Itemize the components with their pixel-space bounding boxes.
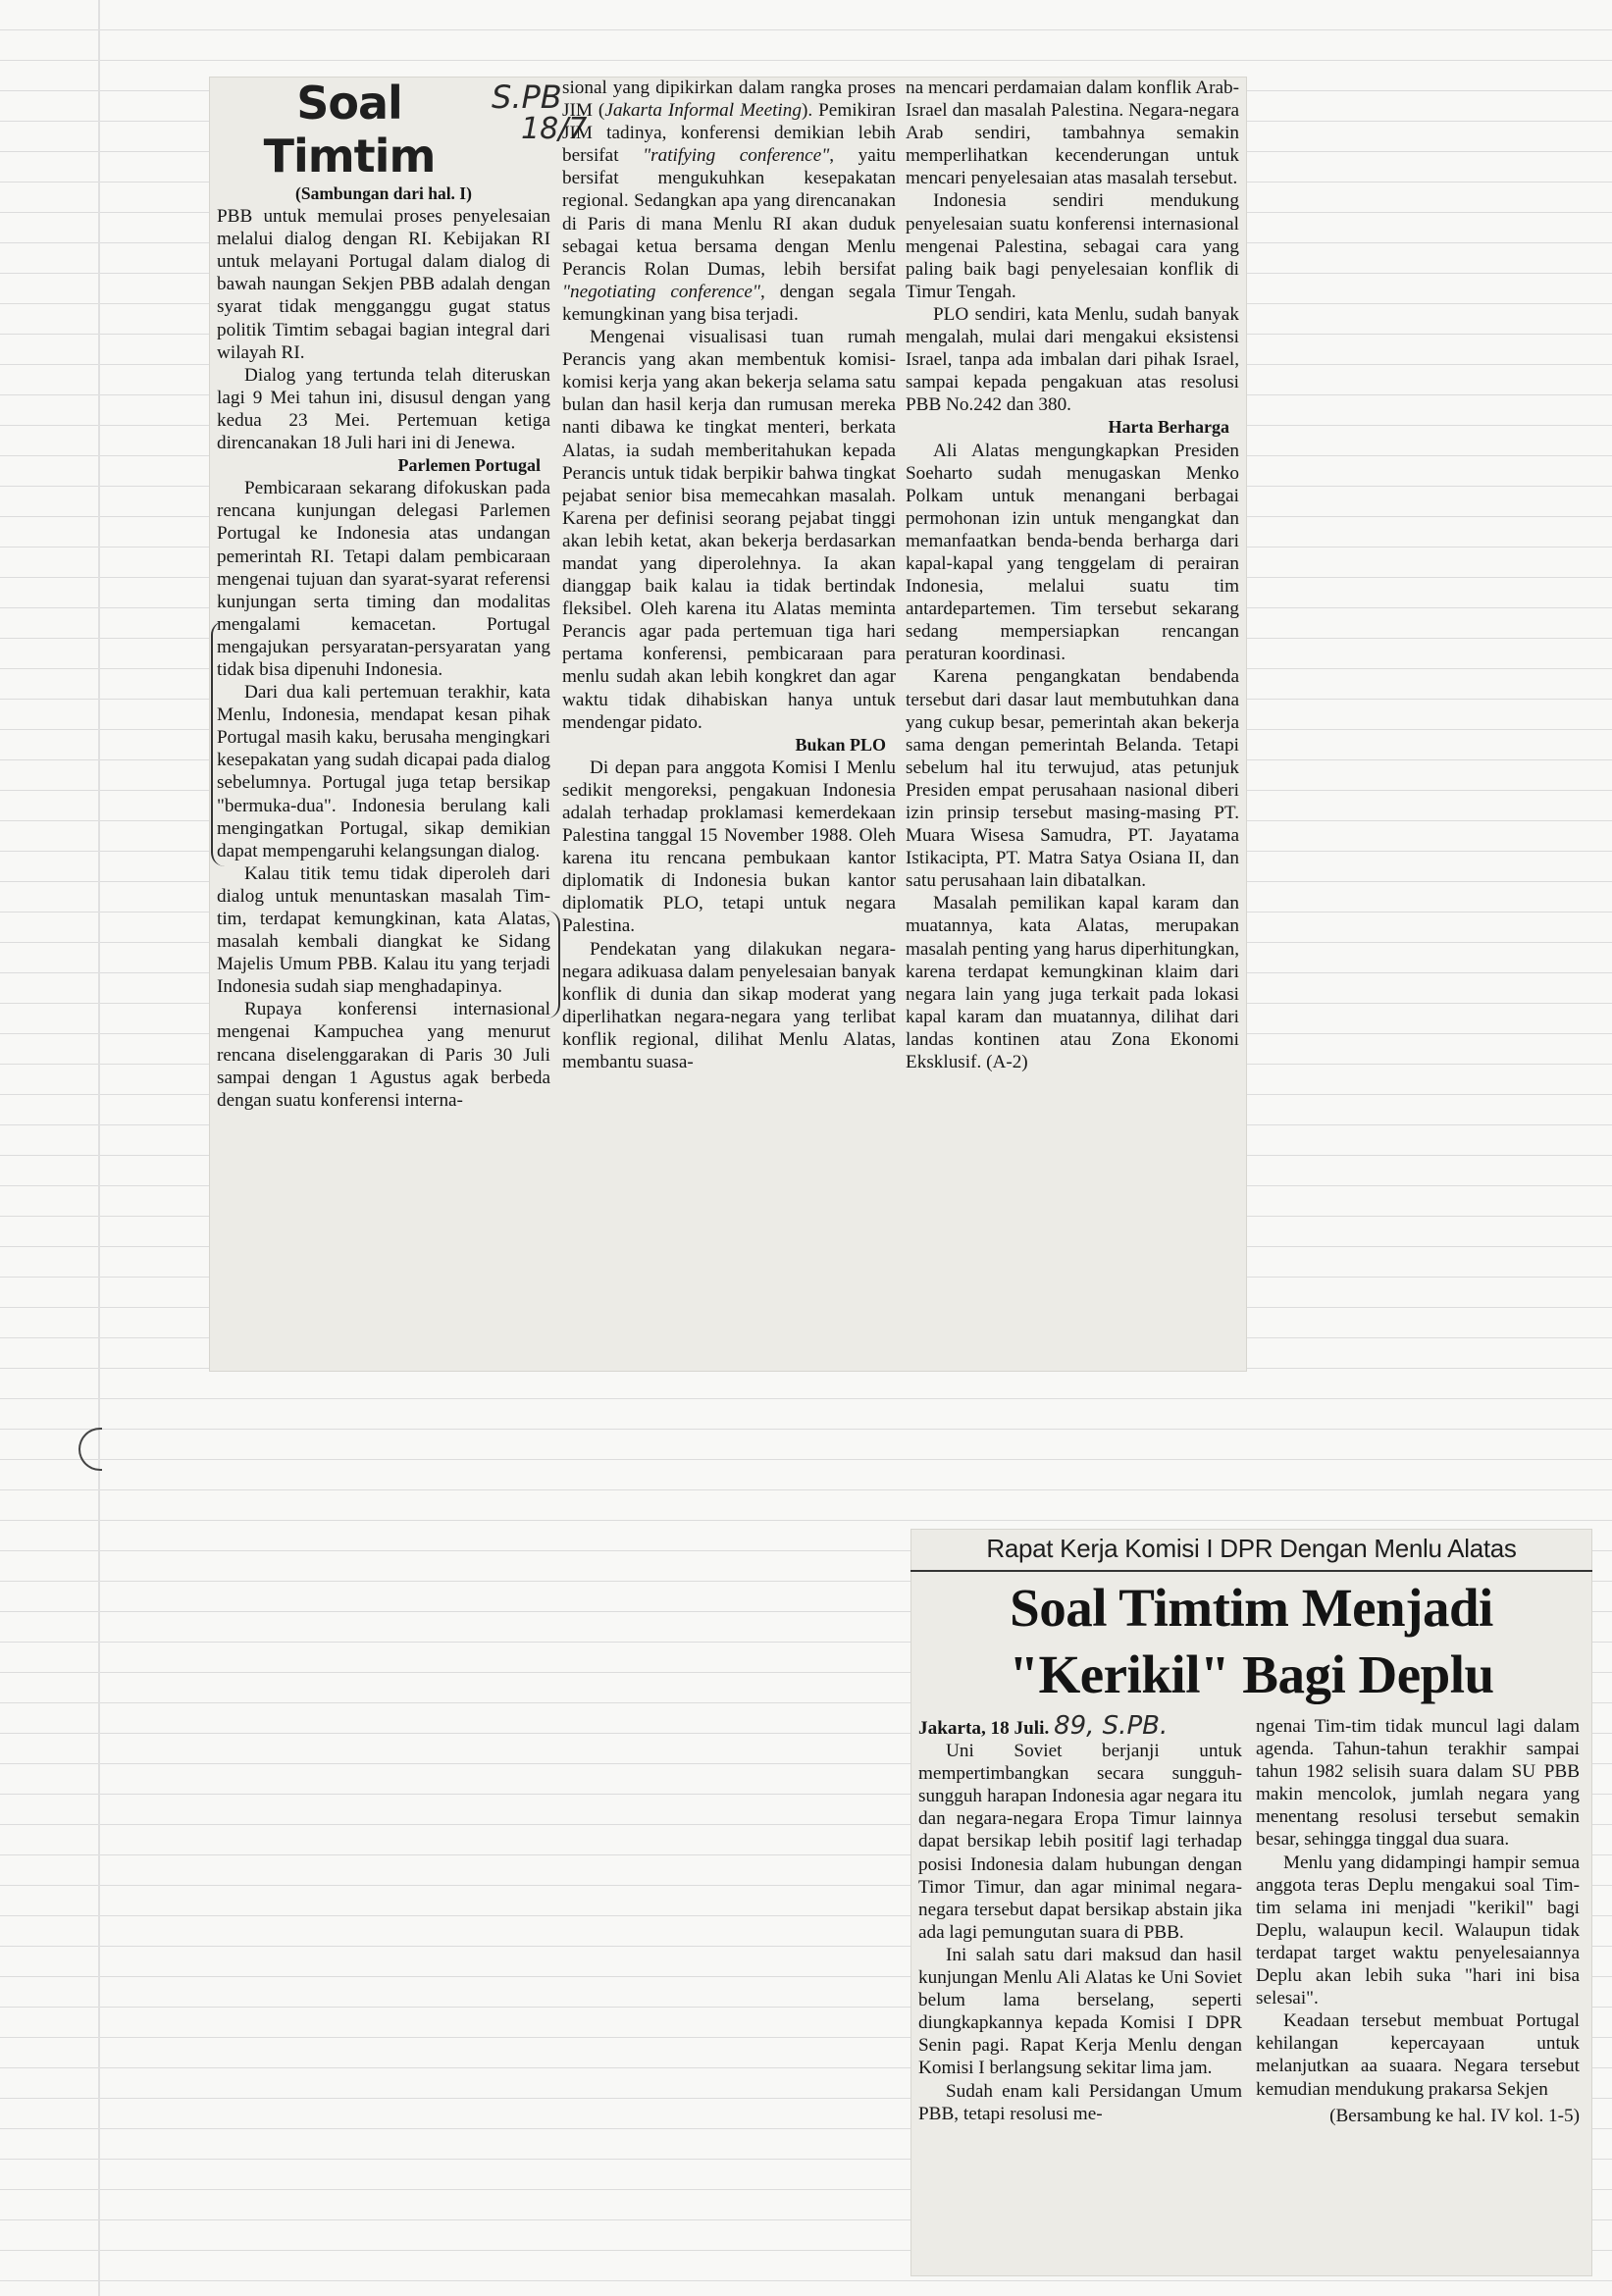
paragraph: Mengenai visualisasi tuan rumah Perancis yang akan membentuk komisi-komisi kerja yang akan bekerja selama satu bulan dan hasil kerja dan rumusan mereka nanti dibawa ke tingkat menteri, berkata Alatas, ia sudah memberitahukan kepada Perancis untuk tidak berpikir bahwa tingkat pejabat senior bisa memecahkan masalah. Karena per definisi seorang pejabat tinggi akan lebih ketat, akan bekerja berdasarkan mandat yang diperolehnya. Ia akan dianggap baik kalau ia tidak bertindak fleksibel. Oleh karena itu Alatas meminta Perancis agar pada pertemuan tiga hari pertama konferensi, pembicaraan para menlu sudah akan lebih kongkret dan agar waktu tidak dihabiskan hanya untuk mendengar pidato.: [562, 327, 896, 733]
paragraph: Rupaya konferensi internasional mengenai Kampuchea yang menurut rencana diselenggarakan di Paris 30 Juli sampai dengan 1 Agustus agak berbeda dengan suatu konferensi interna-: [217, 999, 550, 1111]
paragraph: Sudah enam kali Persidangan Umum PBB, tetapi resolusi me-: [918, 2080, 1242, 2124]
newspaper-clipping-article: [910, 1529, 1592, 2276]
clipping2-column-2: [1256, 1715, 1580, 2127]
paragraph: Menlu yang didampingi hampir semua anggota teras Deplu mengakui soal Tim-tim selama ini menjadi "kerikil" bagi Deplu, walaupun kecil. Walaupun tidak terdapat target waktu penyelesaiannya Deplu akan lebih suka "hari ini bisa selesai".: [1256, 1852, 1580, 2009]
paragraph: sional yang dipikirkan dalam rangka proses JIM (Jakarta Informal Meeting). Pemikiran JIM tadinya, konferensi demikian lebih bersifat "ratifying conference", yaitu bersifat mengukuhkan kesepakatan regional. Sedangkan apa yang direncanakan di Paris di mana Menlu RI akan duduk sebagai ketua bersama dengan Menlu Perancis Rolan Dumas, lebih bersifat "negotiating conference", dengan segala kemungkinan yang bisa terjadi.: [562, 78, 897, 325]
dateline: Jakarta, 18 Juli.: [918, 1718, 1050, 1739]
paragraph: Di depan para anggota Komisi I Menlu sedikit mengoreksi, pengakuan Indonesia adalah terhadap proklamasi kemerdekaan Palestina tanggal 15 November 1988. Oleh karena itu rencana pembukaan kantor diplomatik di Indonesia bukan kantor diplomatik PLO, tetapi untuk negara Palestina.: [562, 757, 896, 937]
subheading: Parlemen Portugal: [397, 455, 541, 476]
paragraph: Masalah pemilikan kapal karam dan muatannya, kata Alatas, merupakan masalah penting yang harus diperhitungkan, karena terdapat kemungkinan klaim dari negara lain yang juga terkait pada lokasi kapal karam dan muatannya, dilihat dari landas kontinen atau Zona Ekonomi Eksklusif. (A-2): [906, 893, 1239, 1073]
kicker-rule: [910, 1570, 1592, 1572]
paragraph: Dari dua kali pertemuan terakhir, kata Menlu, Indonesia, mendapat kesan pihak Portugal masih kaku, berusaha mengingkari kesepakatan yang sudah dicapai pada dialog sebelumnya. Portugal juga tetap bersikap "bermuka-dua". Indonesia berulang kali mengingatkan Portugal, sikap demikian dapat mempengaruhi kelangsungan dialog.: [217, 682, 550, 861]
paragraph: Indonesia sendiri mendukung penyelesaian suatu konferensi internasional mengenai Palestina, sebagai cara yang paling baik bagi penyelesaian konflik di Timur Tengah.: [906, 190, 1239, 302]
paragraph: Keadaan tersebut membuat Portugal kehilangan kepercayaan untuk melanjutkan aa suaara. Negara tersebut kemudian mendukung prakarsa Sekjen: [1256, 2010, 1580, 2100]
paragraph: ngenai Tim-tim tidak muncul lagi dalam agenda. Tahun-tahun terakhir sampai tahun 1982 selisih suara dalam SU PBB makin mencolok, jumlah negara yang menentang resolusi tersebut semakin besar, sehingga tinggal dua suara.: [1256, 1716, 1580, 1851]
subheading: Bukan PLO: [795, 734, 886, 755]
clipping2-headline-line2: "Kerikil" Bagi Deplu: [1009, 1644, 1494, 1704]
clipping1-column-1: [217, 77, 550, 1112]
dateline-row: [918, 1711, 1242, 1741]
paragraph: Ali Alatas mengungkapkan Presiden Soeharto sudah menugaskan Menko Polkam untuk menangani berbagai permohonan izin untuk mengangkat dan memanfaatkan benda-benda berharga dari kapal-kapal yang tenggelam di perairan Indonesia, melalui suatu tim antardepartemen. Tim tersebut sekarang sedang mempersiapkan rencangan peraturan koordinasi.: [906, 440, 1239, 665]
clipping1-column-2: [562, 77, 896, 1073]
continuation-note: (Bersambung ke hal. IV kol. 1-5): [1329, 2105, 1580, 2126]
paragraph: Uni Soviet berjanji untuk mempertimbangkan secara sungguh-sungguh harapan Indonesia agar negara itu dan negara-negara Eropa Timur lainnya dapat bersikap lebih positif lagi terhadap posisi Indonesia dalam hubungan dengan Timor Timur, dan agar minimal negara-negara tersebut dapat bersikap abstain jika ada lagi pemungutan suara di PBB.: [918, 1741, 1242, 1943]
pen-bracket-mark: [211, 621, 231, 866]
paragraph: PBB untuk memulai proses penyelesaian melalui dialog dengan RI. Kebijakan RI untuk melayani Portugal dalam dialog di bawah naungan Sekjen PBB adalah dengan syarat tidak mengganggu gugat status politik Timtim sebagai bagian integral dari wilayah RI.: [217, 206, 550, 363]
paragraph: Dialog yang tertunda telah diteruskan lagi 9 Mei tahun ini, disusul dengan yang kedua 23 Mei. Pertemuan ketiga direncanakan 18 Juli hari ini di Jenewa.: [217, 364, 550, 454]
newspaper-clipping-continuation: [209, 77, 1247, 1372]
clipping1-title: Soal Timtim: [263, 77, 436, 183]
clipping2-kicker: Rapat Kerja Komisi I DPR Dengan Menlu Alatas: [986, 1534, 1517, 1563]
handwritten-note: S.PB: [492, 78, 562, 116]
handwritten-date: 18/7: [521, 112, 588, 146]
paragraph: PLO sendiri, kata Menlu, sudah banyak mengalah, mulai dari mengakui eksistensi Israel, tanpa ada imbalan dari pihak Israel, sampai kepada pengakuan atas resolusi PBB No.242 dan 380.: [906, 303, 1239, 416]
paragraph: Kalau titik temu tidak diperoleh dari dialog untuk menuntaskan masalah Tim-tim, terdapat kemungkinan, kata Alatas, masalah kembali diangkat ke Sidang Majelis Umum PBB. Kalau itu yang terjadi Indonesia sudah siap menghadapinya.: [217, 862, 550, 998]
clipping1-subtitle: (Sambungan dari hal. I): [295, 183, 472, 203]
paragraph: Pendekatan yang dilakukan negara-negara adikuasa dalam penyelesaian banyak konflik di dunia dan sikap moderat yang diperlihatkan negara-negara yang terlibat konflik regional, dilihat Menlu Alatas, membantu suasa-: [562, 938, 896, 1073]
hole-punch-mark: [78, 1428, 102, 1471]
paragraph: Karena pengangkatan bendabenda tersebut dari dasar laut membutuhkan dana yang cukup besar, pemerintah akan bekerja sama dengan pemerintah Belanda. Tetapi sebelum hal itu terwujud, atas petunjuk Presiden empat perusahaan nasional diberi izin prinsip tersebut masing-masing PT. Muara Wisesa Samudra, PT. Jayatama Istikacipta, PT. Matra Satya Osiana II, dan satu perusahaan lain dibatalkan.: [906, 666, 1239, 892]
handwritten-note: 89, S.PB.: [1054, 1711, 1169, 1741]
clipping2-column-1: [918, 1711, 1242, 2125]
clipping2-headline-line1: Soal Timtim Menjadi: [1010, 1578, 1493, 1638]
clipping1-column-3: [906, 77, 1239, 1073]
paragraph: Ini salah satu dari maksud dan hasil kunjungan Menlu Ali Alatas ke Uni Soviet belum lama berselang, seperti diungkapkannya kepada Komisi I DPR Senin pagi. Rapat Kerja Menlu dengan Komisi I berlangsung sekitar lima jam.: [918, 1944, 1242, 2079]
pen-bracket-mark: [541, 911, 560, 1018]
paragraph: Pembicaraan sekarang difokuskan pada rencana kunjungan delegasi Parlemen Portugal ke Indonesia atas undangan pemerintah RI. Tetapi dalam pembicaraan mengenai tujuan dan syarat-syarat referensi kunjungan serta timing dan modalitas mengalami kemacetan. Portugal mengajukan persyaratan-persyaratan yang tidak bisa dipenuhi Indonesia.: [217, 478, 550, 680]
subheading: Harta Berharga: [1108, 417, 1229, 438]
paragraph: na mencari perdamaian dalam konflik Arab-Israel dan masalah Palestina. Negara-negara Arab sendiri, tambahnya semakin memperlihatkan kecenderungan untuk mencari penyelesaian atas masalah tersebut.: [906, 78, 1239, 189]
